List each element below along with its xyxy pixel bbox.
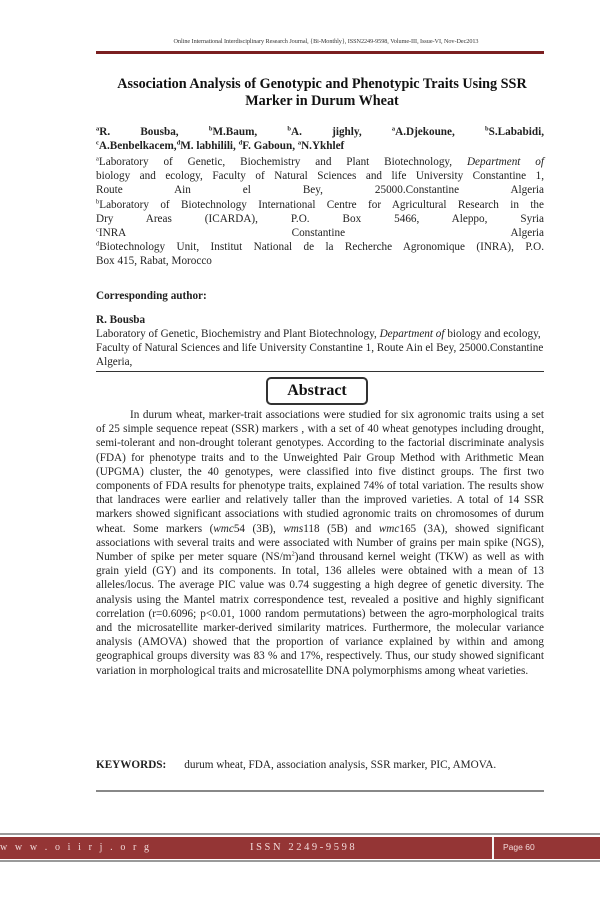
keywords	[96, 758, 544, 772]
affiliation-b-line1: $^b$Laboratory of Biotechnology International Centre for Agricultural Research in the	[96, 197, 544, 211]
author-row-2	[96, 139, 544, 153]
section-divider	[96, 371, 544, 372]
affiliation-a-line3: Route Ain el Bey, 25000.Constantine Algeria	[96, 184, 544, 197]
running-head: Online International Interdisciplinary Research Journal, {Bi-Monthly}, ISSN2249-9598, Volume-III, Issue-VI, Nov-Dec2013	[173, 38, 479, 45]
affiliation-a-line2: biology and ecology, Faculty of Natural Sciences and life University Constantine 1,	[96, 170, 544, 183]
corresponding-author-heading: Corresponding author:	[96, 290, 207, 302]
corresponding-author-name: R. Bousba	[96, 314, 146, 326]
keywords-value: durum wheat, FDA, association analysis, SSR marker, PIC, AMOVA.	[184, 759, 497, 771]
author: $^d$M. labhilili,	[176, 139, 236, 153]
author: $^b$S.Lababidi,	[485, 125, 544, 138]
affiliation-d-line1: $^d$Biotechnology Unit, Institut National de la Recherche Agronomique (INRA), P.O.	[96, 240, 544, 254]
footer-bar	[0, 837, 600, 859]
keywords-label: KEYWORDS:	[96, 759, 167, 771]
affiliation-a-line1: $^a$Laboratory of Genetic, Biochemistry and Plant Biotechnology, Department of	[96, 155, 544, 168]
author: $^b$M.Baum,	[208, 125, 258, 138]
author: $^a$A.Djekoune,	[391, 125, 455, 138]
abstract-heading: Abstract	[266, 377, 368, 405]
author: $^b$A. jighly,	[287, 125, 362, 138]
author: $^a$N.Ykhlef	[297, 139, 345, 153]
author: $^d$F. Gaboun,	[238, 139, 296, 153]
footer-rule-bottom	[0, 860, 600, 862]
author-row-1	[96, 125, 544, 139]
author: $^c$A.Benbelkacem,	[96, 139, 177, 153]
abstract-paragraph: In durum wheat, marker-trait associations were studied for six agronomic traits using a set of 25 simple sequence repeat (SSR) markers , with a set of 40 wheat genotypes including drought, semi-tolerant and non-drought tolerant genotypes. According to the factorial discriminate analysis (FDA) for phenotype traits and to the Unweighted Pair Group Method with Arithmetic Mean (UPGMA) cluster, the 40 genotypes, were classified into five distinct groups. The first two components of FDA results for phenotype traits, explained 74% of total variation. The results show that landraces were earlier and relatively taller than the improved varieties. A total of 14 SSR markers showed significant associations with studied agronomic traits on chromosomes of durum wheat. Some markers (wmc54 (3B), wms118 (5B) and wmc165 (3A), showed significant associations with several traits and were associated with Number of grains per main spike (NGS), Number of spike per meter square $(NS/m^2)and$ throusand kernel weight (TKW) as well as with grain yield (GY) and its components. In total, 136 alleles were obtained with a mean of 13 alleles/locus. The average PIC value was 0.74 suggesting a high degree of genetic diversity. The analysis using the Mantel matrix correspondence test, revealed a positive and highly significant correlation (r=0.6096; p<0.01, 1000 random permutations) between the agro-morphological traits and the microsatellite marker-derived similarity matrices. Furthermore, the molecular variance analysis (AMOVA) showed that the proportion of variance explained by within and among geographical groups diversity was 83 % and 17%, respectively. Thus, our study showed significant variation in morphological traits and microsatellite DNA polymorphisms among wheat varieties.	[96, 409, 544, 677]
footer-website-link[interactable]: w w w . o i i r j . o r g	[0, 842, 152, 853]
affiliations	[96, 155, 544, 269]
author: $^a$R. Bousba,	[96, 125, 179, 138]
header-rule	[96, 51, 544, 54]
page-number: Page 60	[503, 842, 535, 852]
affiliation-b-line2: Dry Areas (ICARDA), P.O. Box 5466, Aleppo, Syria	[96, 212, 544, 225]
footer-rule-top	[0, 833, 600, 835]
abstract-body	[96, 408, 544, 678]
footer-separator	[492, 837, 494, 859]
author-list	[96, 125, 544, 153]
affiliation-d-line2: Box 415, Rabat, Morocco	[96, 255, 212, 268]
footer-issn: ISSN 2249-9598	[250, 842, 358, 853]
paper-title: Association Analysis of Genotypic and Phenotypic Traits Using SSR Marker in Durum Wheat	[117, 76, 527, 109]
affiliation-c-line1: $^c$INRA Constantine Algeria	[96, 226, 544, 240]
corresponding-author-address: Laboratory of Genetic, Biochemistry and Plant Biotechnology, Department of biology and ecology, Faculty of Natural Sciences and life University Constantine 1, Route Ain el Bey, 25000.Constantine Algeria,	[96, 328, 544, 369]
section-divider	[96, 790, 544, 792]
